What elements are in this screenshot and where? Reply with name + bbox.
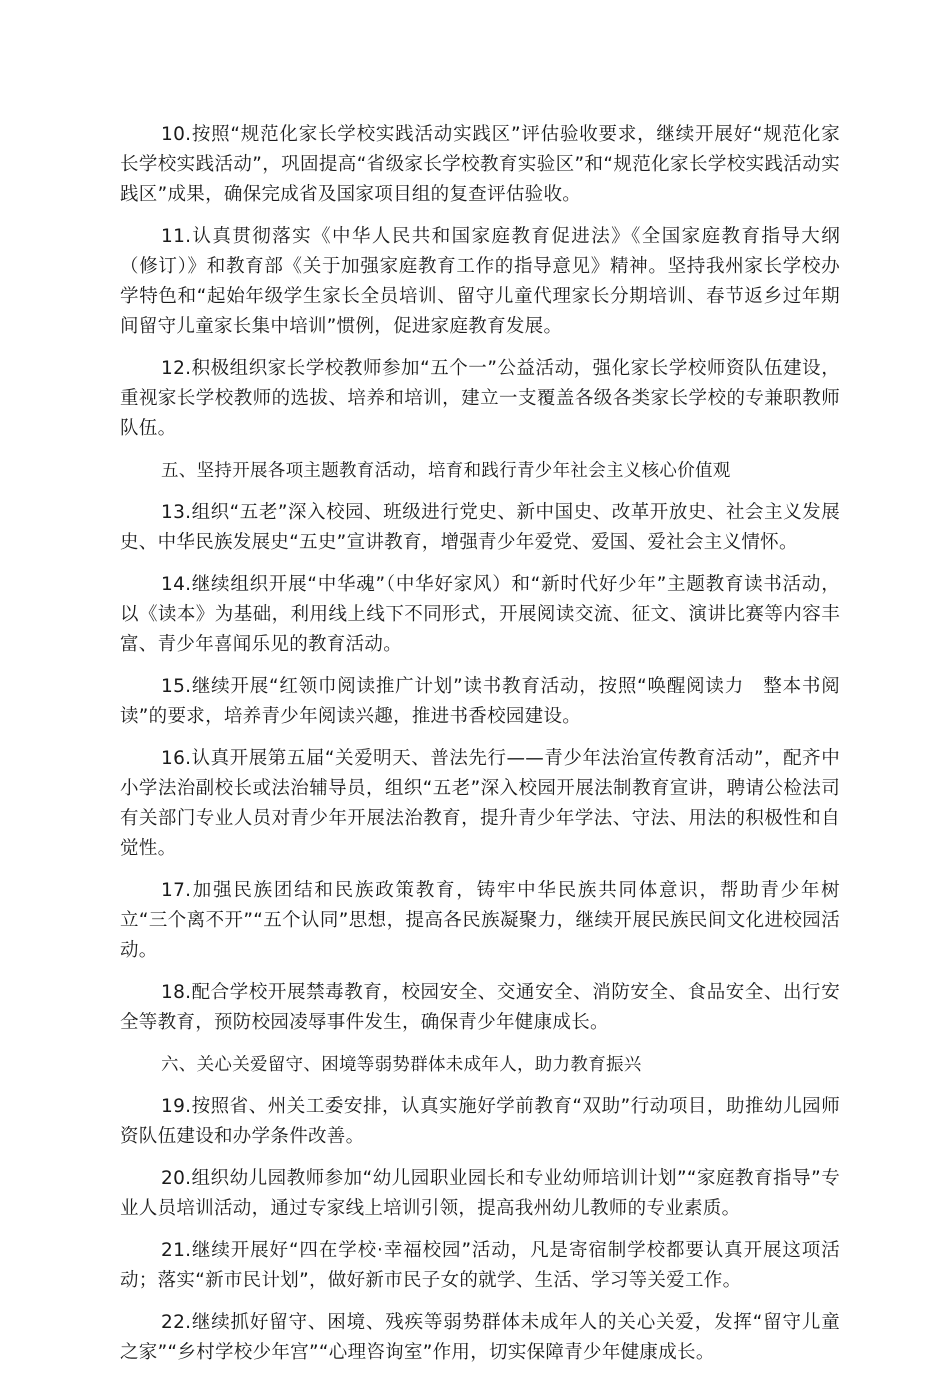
paragraph-item-19: 19.按照省、州关工委安排，认真实施好学前教育“双助”行动项目，助推幼儿园师资队伍建设和办学条件改善。 xyxy=(120,1096,840,1147)
section-heading-5: 五、坚持开展各项主题教育活动，培育和践行青少年社会主义核心价值观 xyxy=(161,461,731,481)
document-page xyxy=(120,120,840,1380)
paragraph-item-17: 17.加强民族团结和民族政策教育，铸牢中华民族共同体意识，帮助青少年树立“三个离不开”“五个认同”思想，提高各民族凝聚力，继续开展民族民间文化进校园活动。 xyxy=(120,880,840,961)
paragraph-item-16: 16.认真开展第五届“关爱明天、普法先行——青少年法治宣传教育活动”，配齐中小学法治副校长或法治辅导员，组织“五老”深入校园开展法制教育宣讲，聘请公检法司有关部门专业人员对青少年开展法治教育，提升青少年学法、守法、用法的积极性和自觉性。 xyxy=(120,748,840,859)
paragraph-item-12: 12.积极组织家长学校教师参加“五个一”公益活动，强化家长学校师资队伍建设，重视家长学校教师的选拔、培养和培训，建立一支覆盖各级各类家长学校的专兼职教师队伍。 xyxy=(120,358,840,439)
paragraph-item-11: 11.认真贯彻落实《中华人民共和国家庭教育促进法》《全国家庭教育指导大纲（修订）》和教育部《关于加强家庭教育工作的指导意见》精神。坚持我州家长学校办学特色和“起始年级学生家长全员培训、留守儿童代理家长分期培训、春节返乡过年期间留守儿童家长集中培训”惯例，促进家庭教育发展。 xyxy=(120,226,840,337)
paragraph-item-18: 18.配合学校开展禁毒教育，校园安全、交通安全、消防安全、食品安全、出行安全等教育，预防校园凌辱事件发生，确保青少年健康成长。 xyxy=(120,982,840,1033)
paragraph-item-14: 14.继续组织开展“中华魂”（中华好家风）和“新时代好少年”主题教育读书活动，以《读本》为基础，利用线上线下不同形式，开展阅读交流、征文、演讲比赛等内容丰富、青少年喜闻乐见的教育活动。 xyxy=(120,574,840,655)
section-heading-6: 六、关心关爱留守、困境等弱势群体未成年人，助力教育振兴 xyxy=(161,1055,642,1075)
paragraph-item-13: 13.组织“五老”深入校园、班级进行党史、新中国史、改革开放史、社会主义发展史、中华民族发展史“五史”宣讲教育，增强青少年爱党、爱国、爱社会主义情怀。 xyxy=(120,502,840,553)
paragraph-item-10: 10.按照“规范化家长学校实践活动实践区”评估验收要求，继续开展好“规范化家长学校实践活动”，巩固提高“省级家长学校教育实验区”和“规范化家长学校实践活动实践区”成果，确保完成省及国家项目组的复查评估验收。 xyxy=(120,124,840,205)
paragraph-item-20: 20.组织幼儿园教师参加“幼儿园职业园长和专业幼师培训计划”“家庭教育指导”专业人员培训活动，通过专家线上培训引领，提高我州幼儿教师的专业素质。 xyxy=(120,1168,840,1219)
paragraph-item-22: 22.继续抓好留守、困境、残疾等弱势群体未成年人的关心关爱，发挥“留守儿童之家”“乡村学校少年宫”“心理咨询室”作用，切实保障青少年健康成长。 xyxy=(120,1312,840,1363)
paragraph-item-21: 21.继续开展好“四在学校·幸福校园”活动，凡是寄宿制学校都要认真开展这项活动；落实“新市民计划”，做好新市民子女的就学、生活、学习等关爱工作。 xyxy=(120,1240,840,1291)
paragraph-item-15: 15.继续开展“红领巾阅读推广计划”读书教育活动，按照“唤醒阅读力 整本书阅读”的要求，培养青少年阅读兴趣，推进书香校园建设。 xyxy=(120,676,840,727)
